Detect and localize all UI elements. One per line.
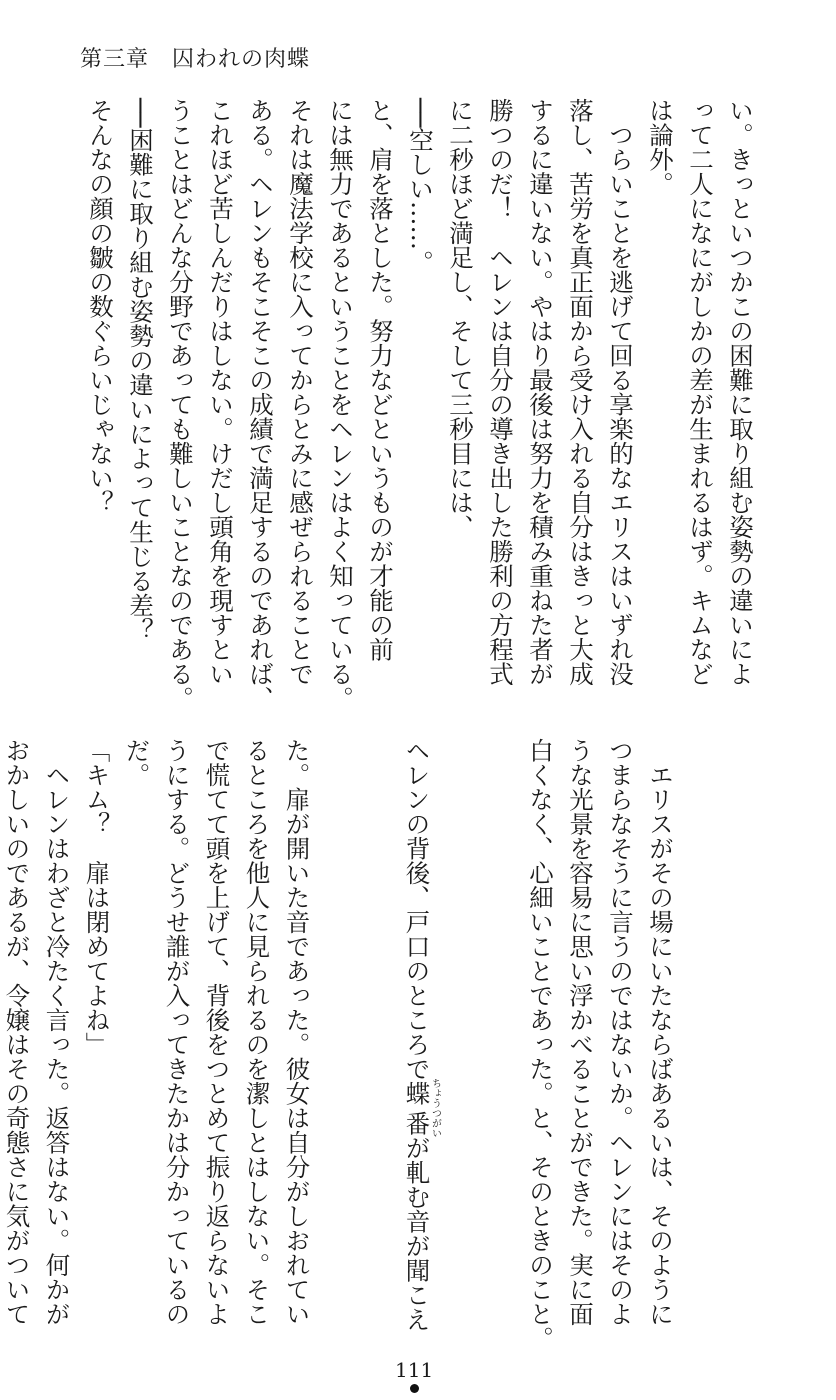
- chapter-title: 第三章 囚われの肉蝶: [80, 47, 311, 72]
- top-text-block: [70, 98, 760, 723]
- text-line: そんなの顔の皺の数ぐらいじゃない？: [86, 98, 115, 515]
- text-line: つらいことを逃げて回る享楽的なエリスはいずれ没: [606, 98, 635, 686]
- text-line: い。きっといつかこの困難に取り組む姿勢の違いによ: [726, 98, 755, 686]
- ruby-base: 蝶番: [402, 1078, 432, 1139]
- text-line: で慌てて頭を上げて、背後をつとめて振り返らないよ: [202, 738, 232, 1326]
- text-line: 落し、苦労を真正面から受け入れる自分はきっと大成: [566, 98, 595, 686]
- text-line: これほど苦しんだりはしない。けだし頭角を現すとい: [206, 98, 235, 686]
- text-line: た。扉が開いた音であった。彼女は自分がしおれてい: [282, 738, 312, 1326]
- text-segment: が軋む音が聞こえ: [402, 1135, 432, 1332]
- text-line: 白くなく、心細いことであった。と、そのときのこと。: [526, 738, 555, 1351]
- text-line: ──空しい……。: [406, 98, 435, 275]
- text-line: に二秒ほど満足し、そして三秒目には、: [446, 98, 475, 539]
- text-segment: ヘレンの背後、戸口のところで: [402, 738, 432, 1081]
- text-line: だ。: [122, 738, 152, 787]
- text-line: うにする。どうせ誰が入ってきたかは分かっているの: [162, 738, 192, 1326]
- ruby-reading: ちょうつがい: [429, 1078, 441, 1139]
- text-line: うな光景を容易に思い浮かべることができた。実に面: [566, 738, 595, 1326]
- page-marker-icon: [410, 1384, 419, 1393]
- text-line: るところを他人に見られるのを潔しとはしない。そこ: [242, 738, 272, 1326]
- text-line: 「キム？ 扉は閉めてよね」: [82, 738, 112, 1057]
- page-number: 111: [395, 1358, 434, 1382]
- text-line: ──困難に取り組む姿勢の違いによって生じる差？: [126, 98, 155, 643]
- text-line: ある。ヘレンもそこそこの成績で満足するのであれば、: [246, 98, 275, 711]
- text-line: おかしいのであるが、令嬢はその奇態さに気がついて: [2, 738, 32, 1326]
- text-line: ヘレンはわざと冷たく言った。返答はない。何かが: [42, 738, 72, 1326]
- text-line: エリスがその場にいたならばあるいは、そのように: [646, 738, 675, 1326]
- bottom-text-block: [2, 738, 760, 1363]
- text-line: するに違いない。やはり最後は努力を積み重ねた者が: [526, 98, 555, 686]
- text-line: と、肩を落とした。努力などというものが才能の前: [366, 98, 395, 662]
- text-line-ruby: [397, 738, 441, 1363]
- text-line: 勝つのだ！ ヘレンは自分の導き出した勝利の方程式: [486, 98, 515, 686]
- text-line: は論外。: [646, 98, 675, 196]
- text-line: には無力であるということをヘレンはよく知っている。: [326, 98, 355, 711]
- text-line: つまらなそうに言うのではないか。ヘレンにはそのよ: [606, 738, 635, 1326]
- text-line: うことはどんな分野であっても難しいことなのである。: [166, 98, 195, 711]
- text-line: それは魔法学校に入ってからとみに感ぜられることで: [286, 98, 315, 686]
- ruby-word: [402, 1078, 441, 1139]
- text-line: って二人になにがしかの差が生まれるはず。キムなど: [686, 98, 715, 686]
